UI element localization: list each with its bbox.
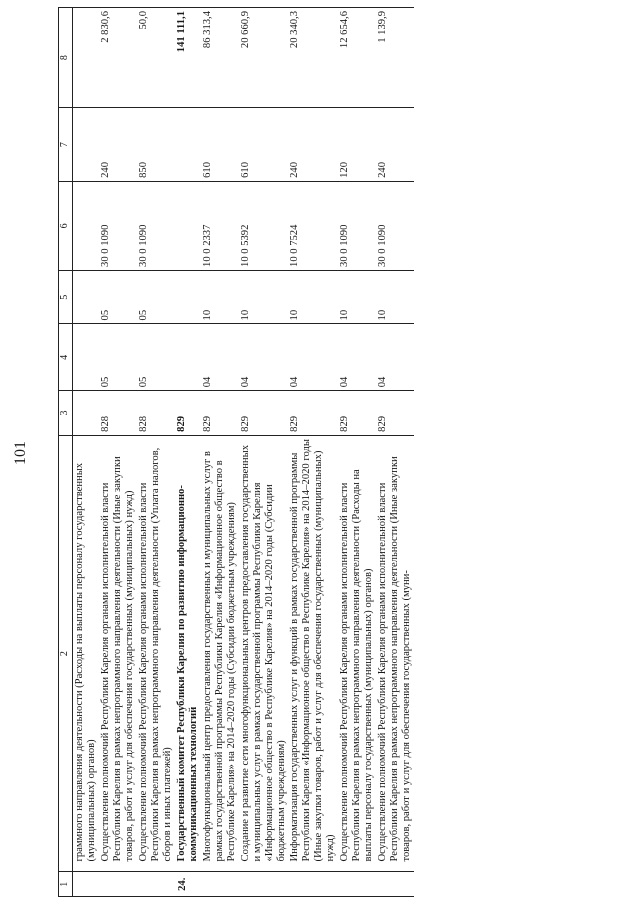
expense-type-cell: 610 bbox=[201, 108, 239, 182]
amount-cell: 12 654,6 bbox=[338, 8, 376, 108]
table-row bbox=[239, 8, 289, 897]
amount-cell: 20 340,3 bbox=[288, 8, 338, 108]
table-row bbox=[338, 8, 376, 897]
section-cell: 04 bbox=[239, 324, 289, 391]
expense-type-cell: 610 bbox=[239, 108, 289, 182]
row-number-cell bbox=[239, 872, 289, 897]
table-row bbox=[175, 8, 201, 897]
table-body bbox=[73, 8, 415, 897]
section-cell: 04 bbox=[288, 324, 338, 391]
row-name-cell: Многофункциональный центр предоставления государственных и муниципальных услуг в рамках государственной программы Республики Карелия «Информационное общество в Республике Карелия» на 2014–2020 годы (Субсидии бюджетным учреждениям) bbox=[201, 435, 239, 872]
expense-type-cell: 240 bbox=[376, 108, 414, 182]
table-row bbox=[137, 8, 175, 897]
row-number-cell bbox=[338, 872, 376, 897]
header-cell-4: 4 bbox=[59, 324, 73, 391]
amount-cell: 2 830,6 bbox=[99, 8, 137, 108]
row-number-cell bbox=[73, 872, 99, 897]
section-cell bbox=[73, 324, 99, 391]
row-number-cell bbox=[201, 872, 239, 897]
expense-type-cell bbox=[73, 108, 99, 182]
table-row bbox=[99, 8, 137, 897]
target-item-cell bbox=[73, 181, 99, 270]
header-cell-5: 5 bbox=[59, 270, 73, 323]
row-name-cell: Осуществление полномочий Республики Карелия органами исполнительной власти Республики Карелия в рамках непрограммного направления деятельности (Иные закупки товаров, работ и услуг для обеспечения государственных (муниципальных) нужд) bbox=[99, 435, 137, 872]
admin-code-cell: 829 bbox=[376, 391, 414, 436]
subsection-cell: 10 bbox=[239, 270, 289, 323]
section-cell bbox=[175, 324, 201, 391]
amount-cell: 141 111,1 bbox=[175, 8, 201, 108]
amount-cell bbox=[73, 8, 99, 108]
admin-code-cell: 829 bbox=[288, 391, 338, 436]
target-item-cell: 30 0 1090 bbox=[338, 181, 376, 270]
header-cell-2: 2 bbox=[59, 435, 73, 872]
header-cell-8: 8 bbox=[59, 8, 73, 108]
admin-code-cell: 829 bbox=[175, 391, 201, 436]
subsection-cell: 05 bbox=[99, 270, 137, 323]
row-name-cell: Создание и развитие сети многофункциональных центров предоставления государственных и муниципальных услуг в рамках государственной программы Республики Карелия «Информационное общество в Республике Карелия» на 2014–2020 годы (Субсидии бюджетным учреждениям) bbox=[239, 435, 289, 872]
expense-type-cell: 120 bbox=[338, 108, 376, 182]
target-item-cell: 10 0 7524 bbox=[288, 181, 338, 270]
row-name-cell: Государственный комитет Республики Карелия по развитию информационно-коммуникационных технологий bbox=[175, 435, 201, 872]
table-row bbox=[288, 8, 338, 897]
row-number-cell bbox=[376, 872, 414, 897]
section-cell: 04 bbox=[376, 324, 414, 391]
target-item-cell: 30 0 1090 bbox=[99, 181, 137, 270]
row-number-cell bbox=[137, 872, 175, 897]
amount-cell: 20 660,9 bbox=[239, 8, 289, 108]
expense-type-cell: 240 bbox=[288, 108, 338, 182]
expense-type-cell: 240 bbox=[99, 108, 137, 182]
row-name-cell: Осуществление полномочий Республики Карелия органами исполнительной власти Республики Карелия в рамках непрограммного направления деятельности (Расходы на выплаты персоналу государственных (муниципальных) органов) bbox=[338, 435, 376, 872]
expense-type-cell bbox=[175, 108, 201, 182]
row-number-cell: 24. bbox=[175, 872, 201, 897]
table-row bbox=[73, 8, 99, 897]
subsection-cell: 10 bbox=[288, 270, 338, 323]
amount-cell: 86 313,4 bbox=[201, 8, 239, 108]
section-cell: 04 bbox=[338, 324, 376, 391]
admin-code-cell: 829 bbox=[338, 391, 376, 436]
header-cell-6: 6 bbox=[59, 181, 73, 270]
target-item-cell bbox=[175, 181, 201, 270]
header-cell-3: 3 bbox=[59, 391, 73, 436]
amount-cell: 1 139,9 bbox=[376, 8, 414, 108]
subsection-cell: 10 bbox=[338, 270, 376, 323]
row-number-cell bbox=[288, 872, 338, 897]
row-number-cell bbox=[99, 872, 137, 897]
section-cell: 04 bbox=[201, 324, 239, 391]
header-cell-7: 7 bbox=[59, 108, 73, 182]
header-row bbox=[59, 8, 73, 897]
amount-cell: 50,0 bbox=[137, 8, 175, 108]
section-cell: 05 bbox=[99, 324, 137, 391]
row-name-cell: Информатизация государственных услуг и функций в рамках государственной программы Республики Карелия «Информационное общество в Республике Карелия» на 2014–2020 годы (Иные закупки товаров, работ и услуг для обеспечения государственных (муниципальных) нужд) bbox=[288, 435, 338, 872]
admin-code-cell bbox=[73, 391, 99, 436]
row-name-cell: Осуществление полномочий Республики Карелия органами исполнительной власти Республики Карелия в рамках непрограммного направления деятельности (Иные закупки товаров, работ и услуг для обеспечения государственных (муни- bbox=[376, 435, 414, 872]
header-cell-1: 1 bbox=[59, 872, 73, 897]
admin-code-cell: 828 bbox=[99, 391, 137, 436]
budget-table bbox=[58, 7, 414, 897]
subsection-cell: 10 bbox=[376, 270, 414, 323]
target-item-cell: 30 0 1090 bbox=[376, 181, 414, 270]
admin-code-cell: 828 bbox=[137, 391, 175, 436]
table-row bbox=[201, 8, 239, 897]
row-name-cell: граммного направления деятельности (Расходы на выплаты персоналу государственных (муниципальных) органов) bbox=[73, 435, 99, 872]
section-cell: 05 bbox=[137, 324, 175, 391]
page-number: 101 bbox=[12, 441, 29, 465]
subsection-cell: 05 bbox=[137, 270, 175, 323]
target-item-cell: 10 0 5392 bbox=[239, 181, 289, 270]
subsection-cell bbox=[73, 270, 99, 323]
row-name-cell: Осуществление полномочий Республики Карелия органами исполнительной власти Республики Карелия в рамках непрограммного направления деятельности (Уплата налогов, сборов и иных платежей) bbox=[137, 435, 175, 872]
expense-type-cell: 850 bbox=[137, 108, 175, 182]
subsection-cell: 10 bbox=[201, 270, 239, 323]
admin-code-cell: 829 bbox=[201, 391, 239, 436]
target-item-cell: 30 0 1090 bbox=[137, 181, 175, 270]
subsection-cell bbox=[175, 270, 201, 323]
target-item-cell: 10 0 2337 bbox=[201, 181, 239, 270]
admin-code-cell: 829 bbox=[239, 391, 289, 436]
table-row bbox=[376, 8, 414, 897]
